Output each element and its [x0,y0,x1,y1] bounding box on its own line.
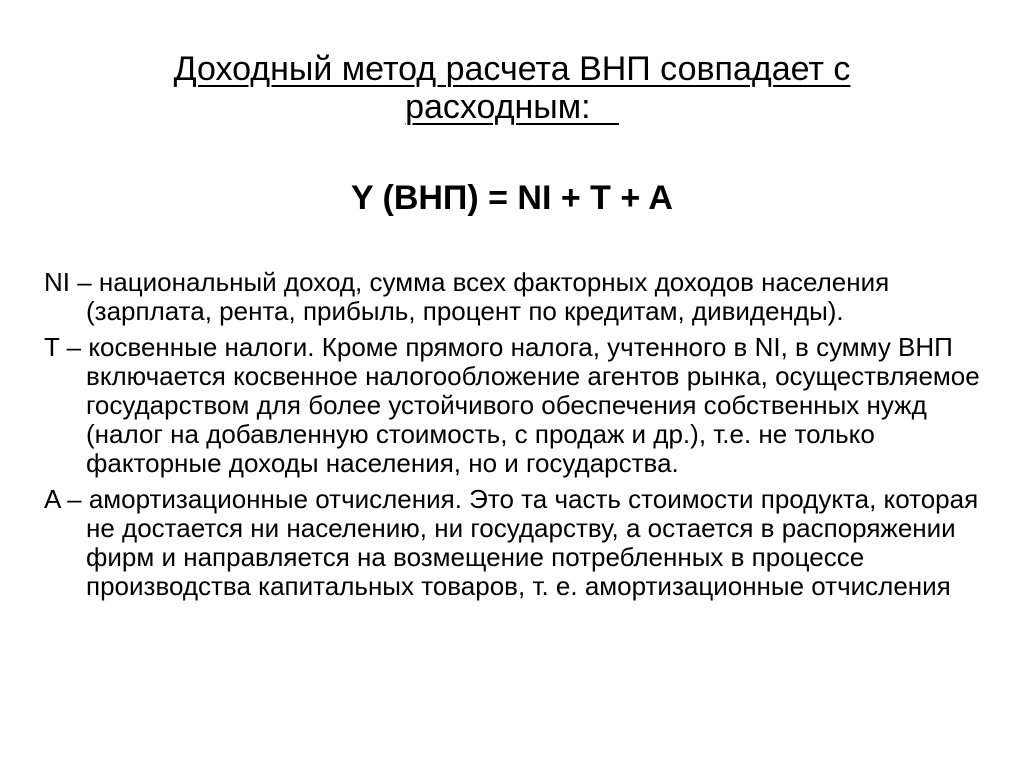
definition-t: T – косвенные налоги. Кроме прямого налога, учтенного в NI, в сумму ВНП включается косвенное налогообложение агентов рынка, осуществляемое государством для более устойчивого обеспечения собственных нужд (налог на добавленную стоимость, с продаж и др.), т.е. не только факторные доходы населения, но и государства. [44,332,980,478]
slide-title-line-1: Доходный метод расчета ВНП совпадает с [173,50,851,88]
definitions-list [44,268,984,608]
definition-a: A – амортизационные отчисления. Это та часть стоимости продукта, которая не достается ни населению, ни государству, а остается в распоряжении фирм и направляется на возмещение потребленных в процессе производства капитальных товаров, т. е. амортизационные отчисления [44,484,979,601]
slide-title [60,50,964,126]
definition-ni: NI – национальный доход, сумма всех факторных доходов населения (зарплата, рента, прибыль, процент по кредитам, дивиденды). [44,267,890,326]
gnp-formula: Y (ВНП) = NI + T + A [350,179,673,217]
slide-title-line-2: расходным: [405,88,619,126]
